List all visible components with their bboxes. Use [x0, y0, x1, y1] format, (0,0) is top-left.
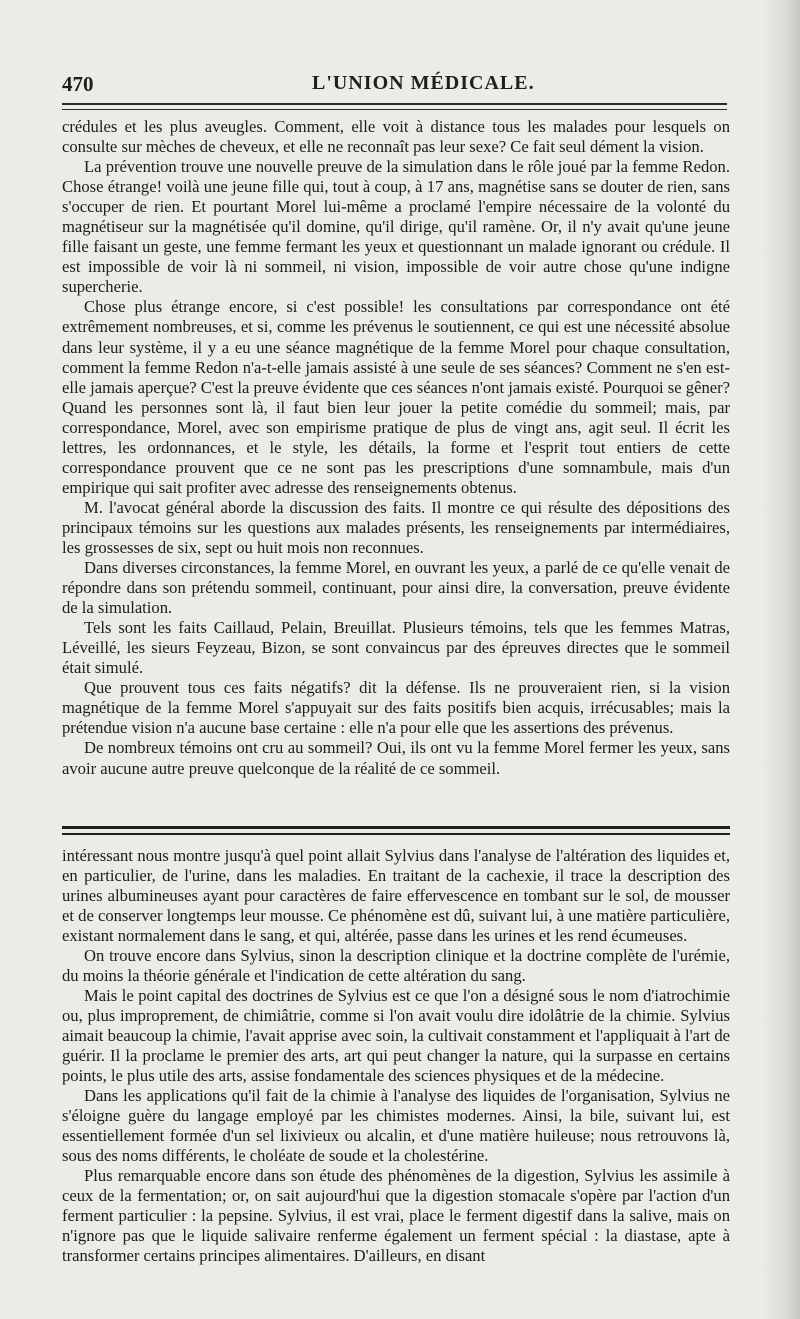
paragraph: Mais le point capital des doctrines de Sylvius est ce que l'on a désigné sous le nom d'iatrochimie ou, plus improprement, de chimiâtrie, comme si l'on avait voulu dire idolâtrie de la chimie. Sylvius aimait beaucoup la chimie, l'avait apprise avec soin, la cultivait constamment et l'appliquait à l'art de guérir. Il la proclame le premier des arts, art qui peut changer la nature, qui la surpasse en certains points, le plus utile des arts, assise fondamentale des sciences physiques et de la médecine. [62, 986, 730, 1085]
page-gutter-shadow [762, 0, 800, 1319]
paragraph: Dans les applications qu'il fait de la chimie à l'analyse des liquides de l'organisation, Sylvius ne s'éloigne guère du langage employé par les chimistes modernes. Ainsi, la bile, suivant lui, est essentiellement formée d'un sel lixivieux ou alcalin, et d'une matière huileuse; nous retrouvons là, sous des noms différents, le choléate de soude et la cholestérine. [62, 1086, 730, 1165]
upper-article [62, 117, 730, 779]
section-divider-thin [62, 833, 730, 835]
paragraph: M. l'avocat général aborde la discussion des faits. Il montre ce qui résulte des dépositions des principaux témoins sur les questions aux malades présents, les renseignements par intermédiaires, les grossesses de six, sept ou huit mois non reconnues. [62, 497, 730, 557]
paragraph: Plus remarquable encore dans son étude des phénomènes de la digestion, Sylvius les assimile à ceux de la fermentation; or, on sait aujourd'hui que la digestion stomacale s'opère par l'action d'un ferment particulier : la pepsine. Sylvius, il est vrai, place le ferment digestif dans la salive, mais on n'ignore pas que le liquide salivaire renferme également un ferment spécial : la diastase, apte à transformer certains principes alimentaires. D'ailleurs, en disant [62, 1166, 730, 1265]
paragraph: Que prouvent tous ces faits négatifs? dit la défense. Ils ne prouveraient rien, si la vision magnétique de la femme Morel s'appuyait sur des faits positifs bien acquis, irrécusables; mais la prétendue vision n'a aucune base certaine : elle n'a pour elle que les assertions des prévenus. [62, 678, 730, 738]
header-rule-thin [62, 109, 727, 110]
page-header [62, 72, 727, 102]
paragraph: De nombreux témoins ont cru au sommeil? Oui, ils ont vu la femme Morel fermer les yeux, sans avoir aucune autre preuve quelconque de la réalité de ce sommeil. [62, 738, 730, 778]
paragraph: Tels sont les faits Caillaud, Pelain, Breuillat. Plusieurs témoins, tels que les femmes Matras, Léveillé, les sieurs Feyzeau, Bizon, se sont convaincus par des épreuves directes que le sommeil était simulé. [62, 618, 730, 678]
page-number: 470 [62, 72, 94, 96]
paragraph: Chose plus étrange encore, si c'est possible! les consultations par correspondance ont été extrêmement nombreuses, et si, comme les prévenus le soutiennent, ce qui est une nécessité absolue dans leur système, il y a eu une séance magnétique de la femme Morel pour chaque consultation, comment la femme Redon n'a-t-elle jamais assisté à une seule de ses séances? Comment ne s'en est-elle jamais aperçue? C'est la preuve évidente que ces séances n'ont jamais existé. Pourquoi se gêner? Quand les personnes sont là, il faut bien leur jouer la petite comédie du sommeil; mais, par correspondance, Morel, avec son empirisme pratique de plus de vingt ans, agit seul. Il écrit les lettres, les ordonnances, et le style, les détails, la forme et l'esprit tout entiers de cette correspondance prouvent que ce ne sont pas les prescriptions d'une somnambule, mais d'un empirique qui sait profiter avec adresse des renseignements obtenus. [62, 297, 730, 497]
paragraph: On trouve encore dans Sylvius, sinon la description clinique et la doctrine complète de l'urémie, du moins la théorie générale et l'indication de cette altération du sang. [62, 946, 730, 985]
paragraph: La prévention trouve une nouvelle preuve de la simulation dans le rôle joué par la femme Redon. Chose étrange! voilà une jeune fille qui, tout à coup, à 17 ans, magnétise sans se douter de rien, sans s'occuper de rien. Et pourtant Morel lui-même a proclamé l'empire nécessaire de la volonté du magnétiseur sur la magnétisée qu'il domine, qu'il dirige, qu'il ramène. Or, il n'y avait qu'une jeune fille faisant un geste, une femme fermant les yeux et questionnant un malade ignorant ou crédule. Il est impossible de voir là ni sommeil, ni vision, impossible de voir autre chose qu'une indigne supercherie. [62, 157, 730, 297]
section-divider [62, 826, 730, 829]
header-rule [62, 103, 727, 105]
paragraph: crédules et les plus aveugles. Comment, elle voit à distance tous les malades pour lesquels on consulte sur mèches de cheveux, et elle ne reconnaît pas leur sexe? Ce fait seul dément la vision. [62, 117, 730, 157]
paragraph: Dans diverses circonstances, la femme Morel, en ouvrant les yeux, a parlé de ce qu'elle venait de répondre dans son prétendu sommeil, continuant, pour ainsi dire, la conversation, preuve évidente de la simulation. [62, 558, 730, 618]
lower-article [62, 846, 730, 1266]
paragraph: intéressant nous montre jusqu'à quel point allait Sylvius dans l'analyse de l'altération des liquides et, en particulier, de l'urine, dans les maladies. En traitant de la cachexie, il trace la description des urines albumineuses ayant pour caractères de faire effervescence en tombant sur le sol, de mousser et de conserver longtemps leur mousse. Ce phénomène est dû, suivant lui, à une matière particulière, existant normalement dans le sang, et qui, altérée, passe dans les urines et les rend écumeuses. [62, 846, 730, 945]
running-title: L'UNION MÉDICALE. [312, 72, 535, 94]
